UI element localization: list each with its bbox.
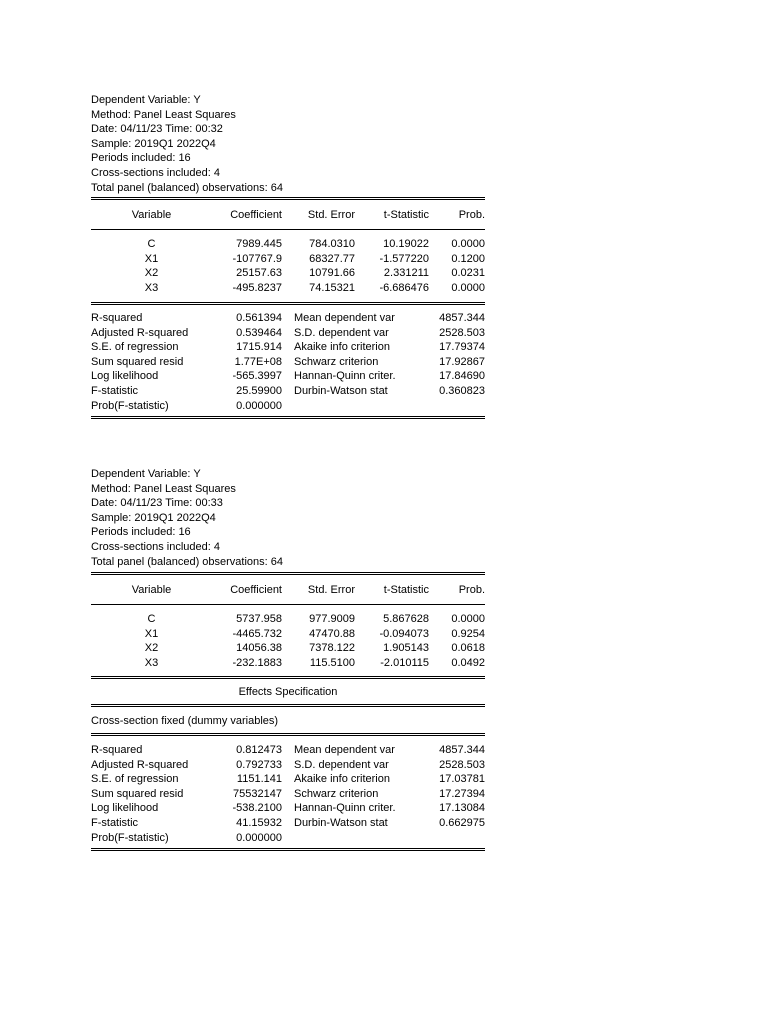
model-1-coef-header (91, 208, 485, 223)
cell: 4857.344 (439, 312, 485, 324)
cell (282, 399, 418, 414)
cell: Adjusted R-squared (91, 326, 189, 339)
col-prob: Prob. (458, 584, 485, 596)
table-row (91, 641, 485, 656)
model-1-header (91, 93, 485, 195)
cell: C (147, 238, 156, 250)
cell: 0.360823 (439, 384, 485, 397)
cell (418, 399, 485, 414)
cell: Adjusted R-squared (91, 758, 189, 771)
cell: 17.92867 (439, 355, 485, 368)
cell: 4857.344 (439, 744, 485, 756)
cell: 41.15932 (236, 816, 282, 829)
cell: 7378.122 (309, 642, 355, 655)
dependent-variable: Dependent Variable: Y (91, 468, 201, 480)
cell: Durbin-Watson stat (294, 384, 388, 397)
table-row (91, 627, 485, 642)
col-coefficient: Coefficient (230, 209, 282, 221)
cell: Log likelihood (91, 802, 159, 815)
cell: 2528.503 (439, 758, 485, 771)
cell: F-statistic (91, 384, 139, 397)
cell: 25.59900 (236, 384, 282, 397)
cell: Hannan-Quinn criter. (294, 370, 396, 383)
cell: 68327.77 (309, 252, 355, 265)
cell: -6.686476 (379, 281, 429, 294)
cell: -107767.9 (232, 252, 282, 265)
model-1-coef-table (91, 237, 485, 295)
cell: Schwarz criterion (294, 355, 379, 368)
cell: 0.812473 (236, 744, 282, 756)
cell: 1151.141 (236, 773, 282, 786)
cell: 1.77E+08 (234, 355, 282, 368)
cell: Hannan-Quinn criter. (294, 802, 396, 815)
cell: 17.27394 (439, 787, 485, 800)
table-row (91, 758, 485, 773)
cell: 0.000000 (236, 399, 282, 412)
cell: 0.0000 (451, 613, 485, 625)
total-observations: Total panel (balanced) observations: 64 (91, 181, 284, 194)
date-time: Date: 04/11/23 Time: 00:33 (91, 497, 223, 510)
cell: -495.8237 (232, 281, 282, 294)
cell: 17.13084 (439, 802, 485, 815)
model-1-rule-bottom (91, 416, 485, 419)
table-header-row (91, 583, 485, 598)
cell: X3 (144, 656, 159, 669)
cell: X2 (144, 267, 159, 280)
cell: 0.0618 (451, 642, 485, 655)
model-2-header (91, 467, 485, 569)
model-1-stats-table (91, 311, 485, 413)
cell: 0.0231 (451, 267, 485, 280)
table-row (91, 801, 485, 816)
col-t-statistic: t-Statistic (383, 584, 429, 596)
cell: 0.0000 (451, 281, 485, 294)
cell: 2528.503 (439, 326, 485, 339)
col-variable: Variable (131, 209, 172, 221)
cell: Mean dependent var (294, 744, 395, 756)
cell: S.D. dependent var (294, 326, 389, 339)
cell: X2 (144, 642, 159, 655)
cell: -0.094073 (379, 627, 429, 640)
table-row (91, 656, 485, 671)
cell: Log likelihood (91, 370, 159, 383)
col-prob: Prob. (458, 209, 485, 221)
effects-specification-title: Effects Specification (238, 686, 338, 698)
model-2-rule-effects-mid (91, 704, 485, 707)
date-time: Date: 04/11/23 Time: 00:32 (91, 123, 223, 136)
table-row (91, 266, 485, 281)
cell: 784.0310 (309, 238, 355, 250)
cell: X3 (144, 281, 159, 294)
model-2-rule-stats (91, 733, 485, 736)
method: Method: Panel Least Squares (91, 482, 236, 495)
table-row (91, 831, 485, 846)
cell: -1.577220 (379, 252, 429, 265)
cell: Akaike info criterion (294, 773, 390, 786)
cell: 0.662975 (439, 816, 485, 829)
periods-included: Periods included: 16 (91, 526, 191, 539)
cell: Akaike info criterion (294, 341, 390, 354)
cell: -565.3997 (232, 370, 282, 383)
cell: 74.15321 (309, 281, 355, 294)
model-2-rule-effects-top (91, 676, 485, 679)
cell: -538.2100 (232, 802, 282, 815)
cell: 0.539464 (236, 326, 282, 339)
model-2-stats-table (91, 743, 485, 845)
table-row (91, 787, 485, 802)
cell: -2.010115 (380, 656, 429, 669)
cell: 977.9009 (309, 613, 355, 625)
cell: F-statistic (91, 816, 139, 829)
table-row (91, 326, 485, 341)
cell: 7989.445 (236, 238, 282, 250)
table-row (91, 369, 485, 384)
model-2-rule-bottom (91, 848, 485, 851)
cell: 47470.88 (309, 627, 355, 640)
sample: Sample: 2019Q1 2022Q4 (91, 137, 216, 150)
cell: 0.9254 (451, 627, 485, 640)
cell: 5.867628 (383, 613, 429, 625)
cell: 1715.914 (236, 341, 282, 354)
cell: 14056.38 (236, 642, 282, 655)
model-1-output (91, 93, 485, 195)
col-std-error: Std. Error (307, 209, 355, 221)
model-2-rule-mid (91, 604, 485, 605)
cell: 5737.958 (236, 613, 282, 625)
col-variable: Variable (131, 584, 172, 596)
cell: 17.79374 (439, 341, 485, 354)
cell: 1.905143 (383, 642, 429, 655)
periods-included: Periods included: 16 (91, 152, 191, 165)
total-observations: Total panel (balanced) observations: 64 (91, 555, 284, 568)
cell: 0.0000 (451, 238, 485, 250)
model-1-rule-top (91, 197, 485, 200)
cell: S.D. dependent var (294, 758, 389, 771)
col-coefficient: Coefficient (230, 584, 282, 596)
cell: 75532147 (233, 787, 282, 800)
method: Method: Panel Least Squares (91, 108, 236, 121)
cell: X1 (144, 252, 159, 265)
cell: 17.03781 (439, 773, 485, 786)
cell: 0.561394 (236, 312, 282, 324)
cell: Durbin-Watson stat (294, 816, 388, 829)
model-2-rule-top (91, 572, 485, 575)
col-std-error: Std. Error (307, 584, 355, 596)
cell: 0.1200 (451, 252, 485, 265)
cell (282, 831, 418, 846)
model-2-output (91, 467, 485, 569)
table-row (91, 612, 485, 627)
cell: X1 (144, 627, 159, 640)
cell: S.E. of regression (91, 341, 179, 354)
dependent-variable: Dependent Variable: Y (91, 94, 201, 106)
model-1-rule-mid (91, 229, 485, 230)
cell (418, 831, 485, 846)
table-row (91, 355, 485, 370)
cell: Sum squared resid (91, 355, 184, 368)
cell: -232.1883 (232, 656, 282, 669)
cell: Prob(F-statistic) (91, 399, 169, 412)
sample: Sample: 2019Q1 2022Q4 (91, 511, 216, 524)
cell: R-squared (91, 744, 143, 756)
cell: 0.792733 (236, 758, 282, 771)
table-row (91, 772, 485, 787)
table-row (91, 399, 485, 414)
cell: 0.000000 (236, 831, 282, 844)
effects-specification-text: Cross-section fixed (dummy variables) (91, 715, 279, 727)
cell: -4465.732 (232, 627, 282, 640)
cell: Sum squared resid (91, 787, 184, 800)
table-row (91, 743, 485, 758)
cell: 115.5100 (309, 656, 355, 669)
cell: Schwarz criterion (294, 787, 379, 800)
table-row (91, 384, 485, 399)
cell: Mean dependent var (294, 312, 395, 324)
cross-sections-included: Cross-sections included: 4 (91, 540, 221, 553)
cell: S.E. of regression (91, 773, 179, 786)
cell: C (147, 613, 156, 625)
table-row (91, 237, 485, 252)
table-row (91, 340, 485, 355)
cell: Prob(F-statistic) (91, 831, 169, 844)
table-row (91, 311, 485, 326)
cell: 10.19022 (383, 238, 429, 250)
cell: R-squared (91, 312, 143, 324)
model-2-coef-table (91, 612, 485, 670)
table-row (91, 281, 485, 296)
table-header-row (91, 208, 485, 223)
col-t-statistic: t-Statistic (383, 209, 429, 221)
cell: 17.84690 (439, 370, 485, 383)
cell: 2.331211 (383, 267, 429, 280)
cell: 25157.63 (236, 267, 282, 280)
table-row (91, 252, 485, 267)
cross-sections-included: Cross-sections included: 4 (91, 166, 221, 179)
cell: 10791.66 (309, 267, 355, 280)
model-2-coef-header (91, 583, 485, 598)
model-1-rule-stats (91, 302, 485, 305)
table-row (91, 816, 485, 831)
cell: 0.0492 (451, 656, 485, 669)
